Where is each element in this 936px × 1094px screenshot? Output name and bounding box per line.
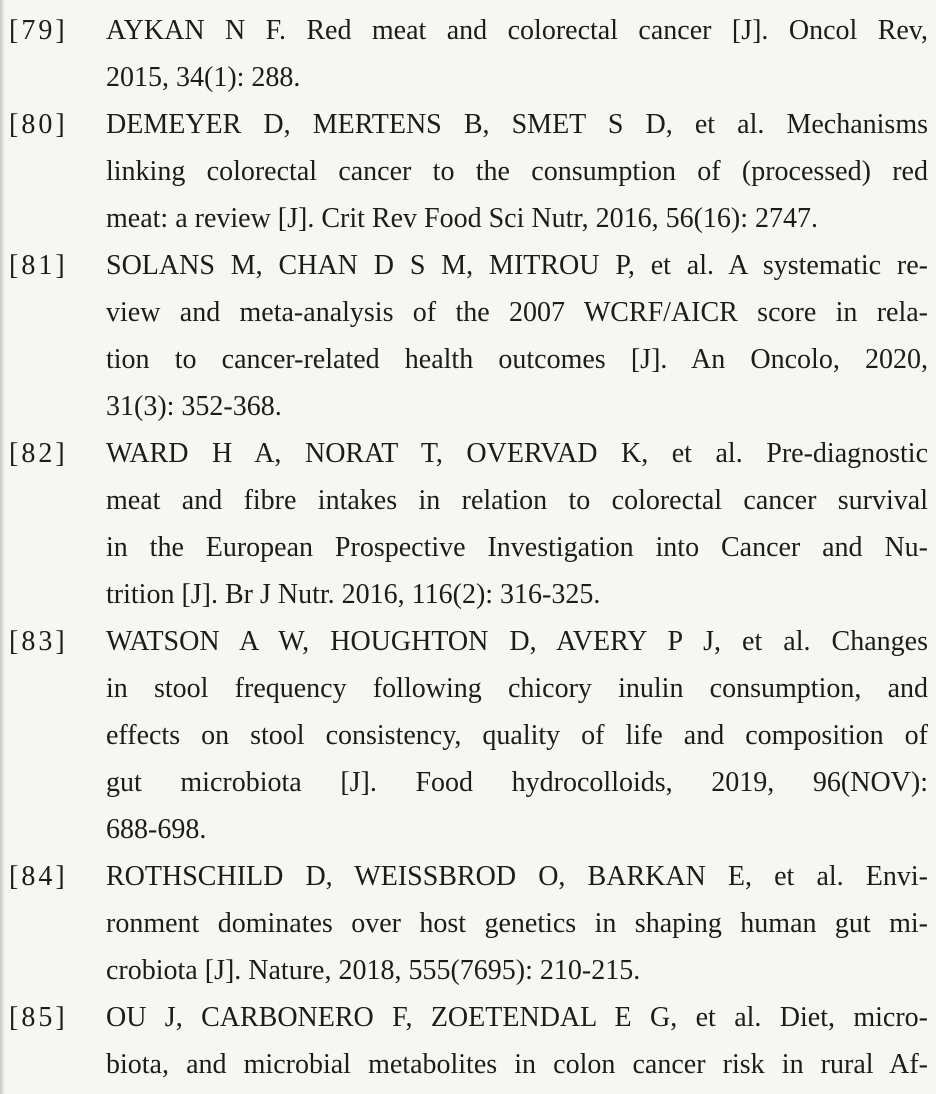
- reference-line: DEMEYER D, MERTENS B, SMET S D, et al. Mechanisms: [106, 109, 928, 140]
- reference-line: SOLANS M, CHAN D S M, MITROU P, et al. A systematic re-: [106, 250, 928, 281]
- reference-line: linking colorectal cancer to the consumption of (processed) red: [106, 156, 928, 187]
- reference-line: trition [J]. Br J Nutr. 2016, 116(2): 316-325.: [106, 579, 601, 610]
- reference-line: biota, and microbial metabolites in colon cancer risk in rural Af-: [106, 1049, 928, 1080]
- reference-text: [106, 853, 928, 994]
- reference-number: [80]: [9, 109, 68, 140]
- reference-line: gut microbiota [J]. Food hydrocolloids, 2019, 96(NOV):: [106, 767, 928, 798]
- reference-line: tion to cancer-related health outcomes [J]. An Oncolo, 2020,: [106, 344, 928, 375]
- reference-number: [82]: [9, 438, 68, 469]
- reference-line: in stool frequency following chicory inulin consumption, and: [106, 673, 928, 704]
- reference-entry: [0, 101, 936, 242]
- reference-text: [106, 430, 928, 618]
- reference-line: AYKAN N F. Red meat and colorectal cancer [J]. Oncol Rev,: [106, 15, 928, 46]
- reference-entry: [0, 618, 936, 853]
- reference-line: ROTHSCHILD D, WEISSBROD O, BARKAN E, et al. Envi-: [106, 861, 928, 892]
- reference-number: [81]: [9, 250, 68, 281]
- reference-entry: [0, 853, 936, 994]
- reference-line: 688-698.: [106, 814, 207, 845]
- reference-line: effects on stool consistency, quality of life and composition of: [106, 720, 928, 751]
- reference-entry: [0, 7, 936, 101]
- reference-text: [106, 101, 928, 242]
- reference-line: meat and fibre intakes in relation to colorectal cancer survival: [106, 485, 928, 516]
- reference-line: OU J, CARBONERO F, ZOETENDAL E G, et al. Diet, micro-: [106, 1002, 928, 1033]
- reference-text: [106, 7, 928, 101]
- reference-line: WATSON A W, HOUGHTON D, AVERY P J, et al. Changes: [106, 626, 928, 657]
- reference-line: 2015, 34(1): 288.: [106, 62, 301, 93]
- reference-entry: [0, 242, 936, 430]
- reference-number: [84]: [9, 861, 68, 892]
- reference-list: [0, 7, 936, 1088]
- reference-number: [85]: [9, 1002, 68, 1033]
- reference-text: [106, 618, 928, 853]
- reference-entry: [0, 430, 936, 618]
- reference-number: [79]: [9, 15, 68, 46]
- reference-entry: [0, 994, 936, 1088]
- reference-text: [106, 242, 928, 430]
- reference-line: 31(3): 352-368.: [106, 391, 282, 422]
- reference-line: WARD H A, NORAT T, OVERVAD K, et al. Pre-diagnostic: [106, 438, 928, 469]
- reference-text: [106, 994, 928, 1088]
- reference-line: crobiota [J]. Nature, 2018, 555(7695): 210-215.: [106, 955, 641, 986]
- reference-line: view and meta-analysis of the 2007 WCRF/AICR score in rela-: [106, 297, 928, 328]
- reference-number: [83]: [9, 626, 68, 657]
- reference-line: in the European Prospective Investigation into Cancer and Nu-: [106, 532, 928, 563]
- reference-line: meat: a review [J]. Crit Rev Food Sci Nutr, 2016, 56(16): 2747.: [106, 203, 818, 234]
- reference-line: ronment dominates over host genetics in shaping human gut mi-: [106, 908, 928, 939]
